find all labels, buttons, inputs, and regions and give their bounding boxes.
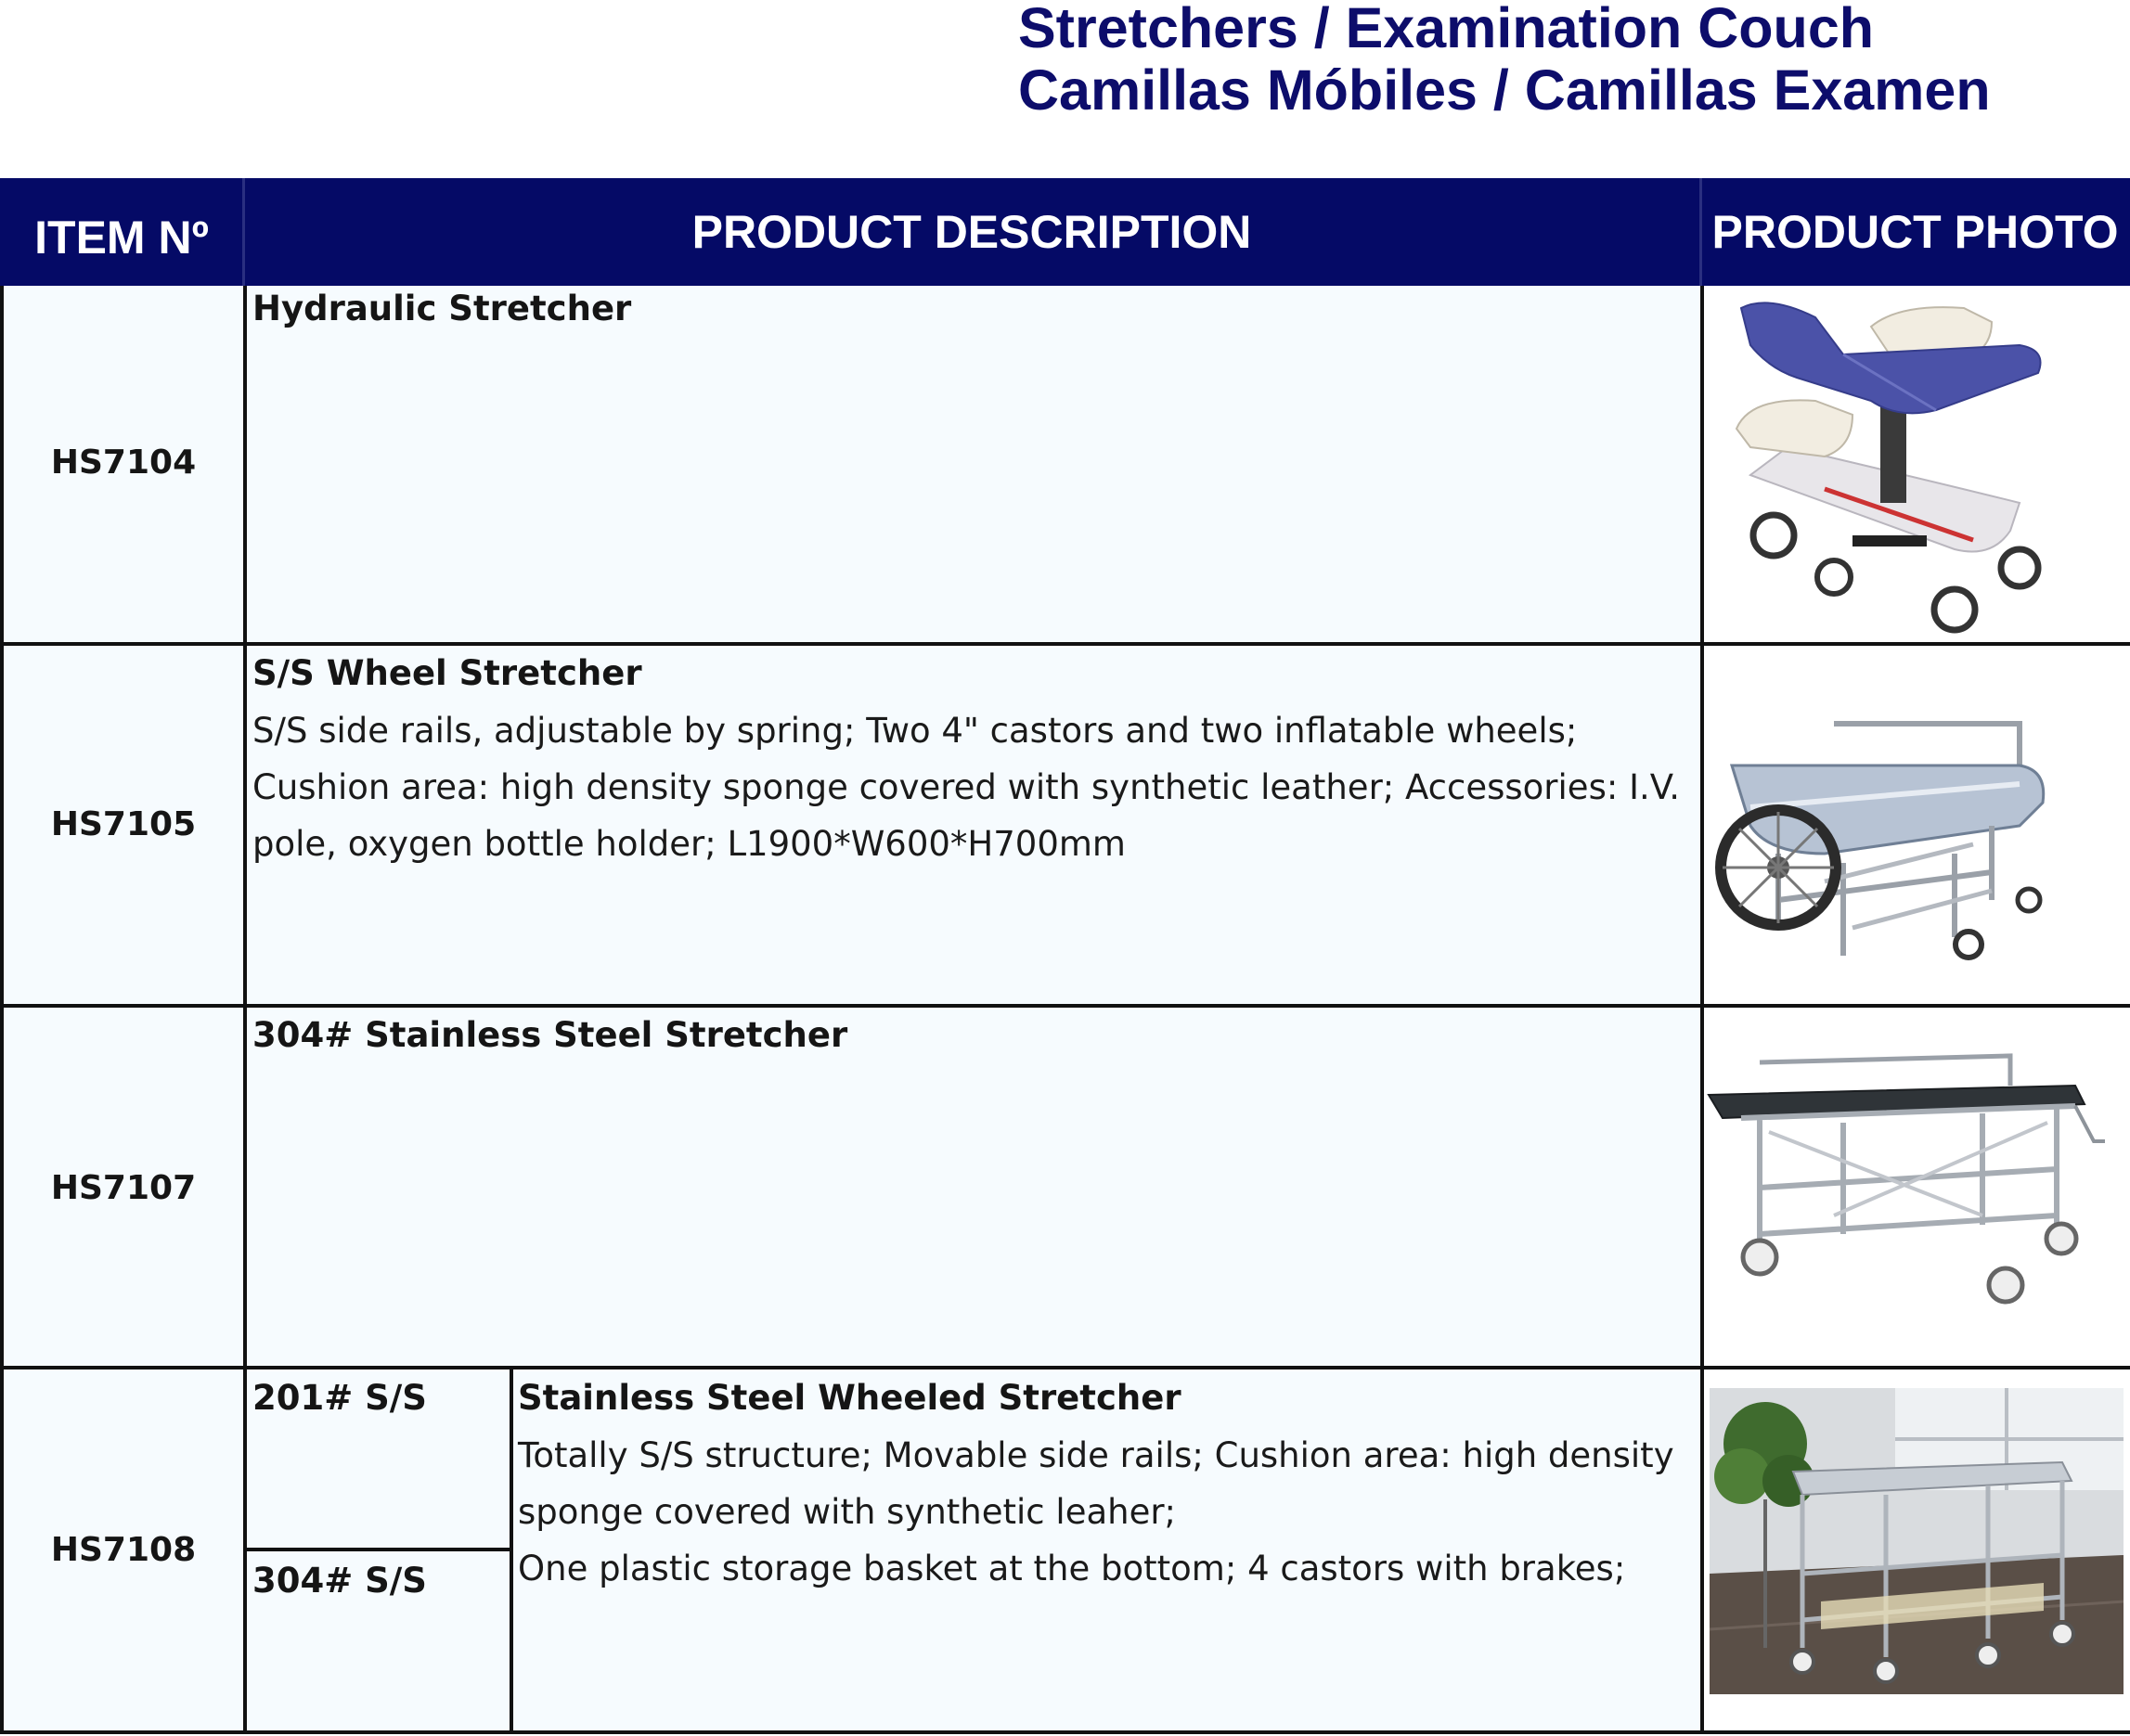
variant-304-ss: 304# S/S xyxy=(252,1561,427,1601)
row-divider xyxy=(0,1004,2130,1008)
hydraulic-stretcher-photo-icon xyxy=(1713,289,2066,642)
header-item-no: ITEM Nº xyxy=(0,178,243,286)
product-name-hs7107: 304# Stainless Steel Stretcher xyxy=(252,1015,848,1055)
variant-divider xyxy=(247,1548,511,1551)
description-line: Cushion area: high density sponge covered with synthetic leather; Accessories: I.V. xyxy=(252,767,1681,807)
row-divider xyxy=(0,1366,2130,1370)
header-divider xyxy=(1699,178,1702,286)
item-code-hs7104: HS7104 xyxy=(50,444,197,482)
item-column-bg xyxy=(0,286,245,1733)
product-name-hs7104: Hydraulic Stretcher xyxy=(252,289,632,328)
column-divider xyxy=(243,286,247,1734)
header-divider xyxy=(242,178,245,286)
page-title: Stretchers / Examination Couch xyxy=(1018,0,1874,59)
product-name-hs7105: S/S Wheel Stretcher xyxy=(252,653,642,693)
description-line: One plastic storage basket at the bottom; 4 castors with brakes; xyxy=(518,1549,1626,1588)
table-left-border xyxy=(0,286,4,1734)
stainless-stretcher-photo-icon xyxy=(1704,1048,2105,1308)
page-subtitle: Camillas Móbiles / Camillas Examen xyxy=(1018,58,1991,122)
table-bottom-border xyxy=(0,1730,2130,1734)
product-description-hs7108 xyxy=(518,1427,1674,1597)
description-line: S/S side rails, adjustable by spring; Two 4" castors and two inflatable wheels; xyxy=(252,711,1578,751)
column-divider xyxy=(1700,286,1704,1734)
wheel-stretcher-photo-icon xyxy=(1713,714,2085,974)
description-line: Totally S/S structure; Movable side rails; Cushion area: high density xyxy=(518,1435,1674,1475)
header-product-description: PRODUCT DESCRIPTION xyxy=(243,178,1700,286)
product-description-hs7105 xyxy=(252,702,1680,872)
row3-desc-bg xyxy=(247,1009,1702,1368)
wheeled-stretcher-room-photo-icon xyxy=(1710,1388,2124,1694)
header-product-photo: PRODUCT PHOTO xyxy=(1700,178,2130,286)
item-code-hs7108: HS7108 xyxy=(50,1531,197,1569)
row1-desc-bg xyxy=(247,286,1702,644)
description-line: pole, oxygen bottle holder; L1900*W600*H700mm xyxy=(252,824,1126,864)
variant-201-ss: 201# S/S xyxy=(252,1378,427,1418)
product-name-hs7108: Stainless Steel Wheeled Stretcher xyxy=(518,1378,1181,1418)
item-code-hs7105: HS7105 xyxy=(50,805,197,843)
variant-column-divider xyxy=(510,1366,513,1734)
row-divider xyxy=(0,642,2130,646)
description-line: sponge covered with synthetic leaher; xyxy=(518,1492,1177,1532)
item-code-hs7107: HS7107 xyxy=(50,1169,197,1207)
